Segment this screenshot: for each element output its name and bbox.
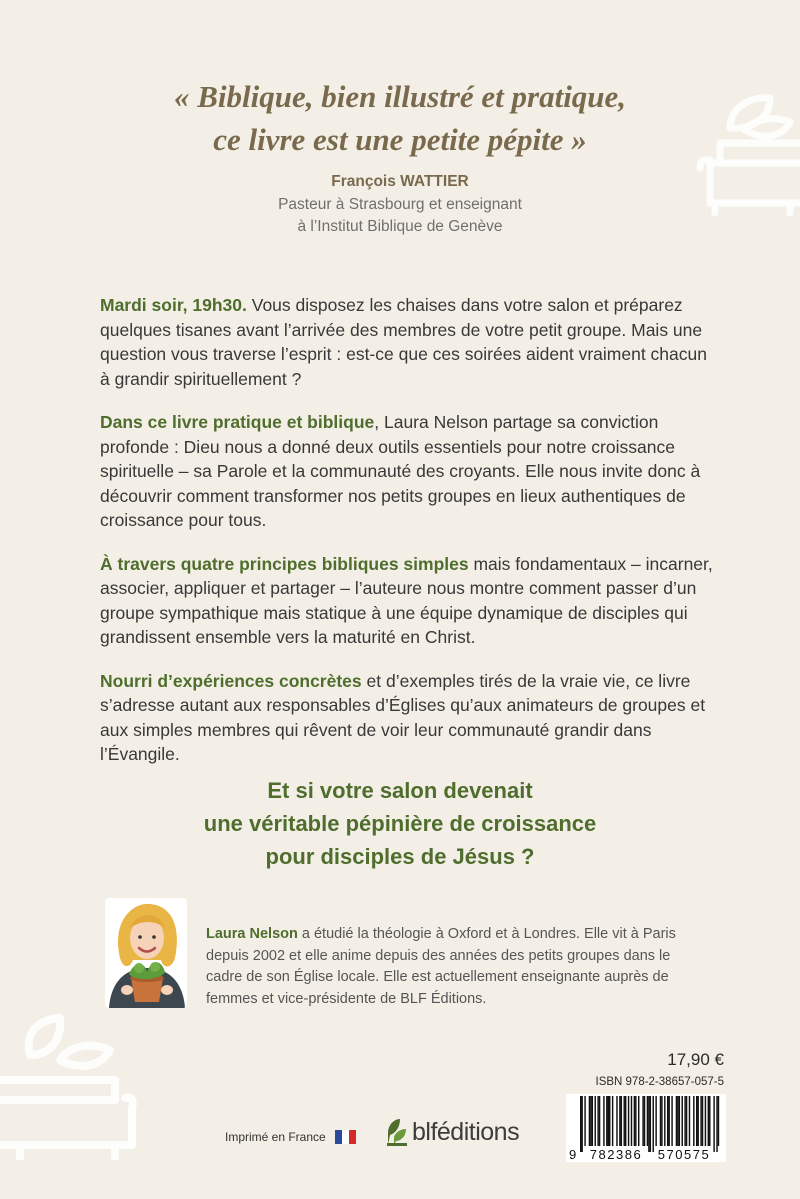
isbn-barcode [566,1094,726,1162]
publisher-logo-text: blféditions [412,1117,520,1146]
paragraph-1-lead: Mardi soir, 19h30. [100,295,247,315]
isbn-label: ISBN 978-2-38657-057-5 [595,1076,724,1088]
publisher-logo [386,1117,519,1147]
call-to-action [0,774,800,873]
barcode-right-digits: 570575 [657,1147,711,1162]
cta-line-1: Et si votre salon devenait [267,778,533,803]
author-bio-text: a étudié la théologie à Oxford et à Londres. Elle vit à Paris depuis 2002 et elle anime depuis des années des petits groupes dans le cadre de son Église locale. Elle est actuellement enseignante auprès de femmes et vice-présidente de BLF Éditions. [206,926,676,1007]
paragraph-3 [100,552,720,650]
quote-author-name: François WATTIER [331,173,469,190]
endorsement-quote [0,75,800,161]
paragraph-3-text: mais fondamentaux – incarner, associer, appliquer et partager – l’auteure nous montre comment passer d’un groupe sympathique mais statique à une équipe dynamique de disciples qui grandissent ensemble vers la maturité en Christ. [100,553,713,647]
paragraph-4-text: et d’exemples tirés de la vraie vie, ce livre s’adresse autant aux responsables d’Églises qu’aux animateurs de groupes et aux simples membres qui rêvent de voir leur communauté grandir dans l’Évangile. [100,670,706,764]
cta-line-3: pour disciples de Jésus ? [265,844,535,869]
paragraph-3-lead: À travers quatre principes bibliques simples [100,553,469,574]
paragraph-2-lead: Dans ce livre pratique et biblique [100,412,375,432]
printed-in-label: Imprimé en France [225,1130,326,1144]
leaf-logo-icon [386,1117,408,1147]
paragraph-1 [100,293,720,391]
price: 17,90 € [667,1050,724,1069]
barcode-left-digits: 782386 [589,1147,643,1162]
quote-author-role-line-1: Pasteur à Strasbourg et enseignant [278,196,522,213]
book-description [100,293,720,786]
quote-author-role-line-2: à l’Institut Biblique de Genève [297,218,503,235]
paragraph-2-text: , Laura Nelson partage sa conviction profonde : Dieu nous a donné deux outils essentiels pour notre croissance spirituelle – sa Parole et la communauté des croyants. Elle nous invite donc à découvrir comment transformer nos petits groupes en lieux authentiques de croissance pour tous. [100,412,701,530]
paragraph-4-lead: Nourri d’expériences concrètes [100,670,362,691]
paragraph-4 [100,669,720,767]
paragraph-1-text: Vous disposez les chaises dans votre salon et préparez quelques tisanes avant l’arrivée des membres de votre petit groupe. Mais une question vous traverse l’esprit : est-ce que ces soirées aident vraiment chacun à grandir spirituellement ? [100,295,707,389]
quote-author-role [0,194,800,238]
cta-line-2: une véritable pépinière de croissance [203,811,597,836]
quote-line-2: ce livre est une petite pépite » [213,122,587,157]
barcode-first-digit: 9 [569,1147,577,1162]
quote-author [0,170,800,238]
paragraph-2 [100,410,720,533]
author-bio-name: Laura Nelson [206,926,298,942]
france-flag-icon [335,1130,356,1144]
quote-line-1: « Biblique, bien illustré et pratique, [173,79,627,114]
sofa-plant-decoration-bottom [0,1010,140,1160]
author-bio [206,924,676,1010]
author-illustration [105,898,187,1008]
